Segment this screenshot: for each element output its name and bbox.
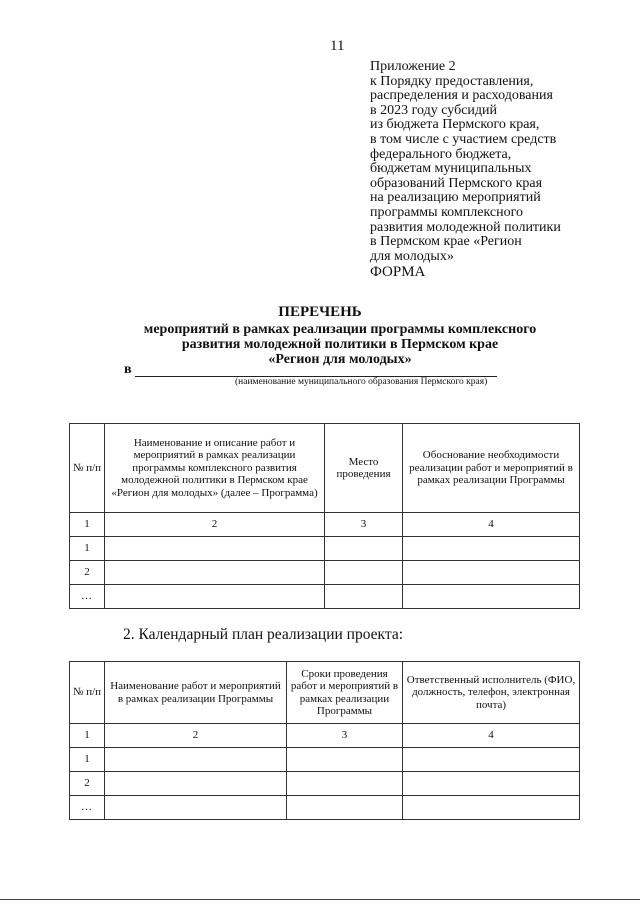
- appendix-line: на реализацию мероприятий: [370, 190, 541, 206]
- table-row: [70, 796, 580, 820]
- calendar-plan-table: [69, 661, 580, 820]
- table-cell: [105, 772, 287, 796]
- table-cell: [287, 748, 403, 772]
- appendix-line: из бюджета Пермского края,: [370, 117, 540, 133]
- section-title: 2. Календарный план реализации проекта:: [123, 626, 403, 643]
- table-cell: 2: [70, 772, 105, 796]
- column-number: 4: [403, 513, 580, 537]
- appendix-line: федерального бюджета,: [370, 146, 512, 162]
- table-cell: [105, 796, 287, 820]
- column-header: Место проведения: [325, 424, 403, 513]
- subtitle-line: развития молодежной политики в Пермском крае: [181, 337, 499, 352]
- table-cell: [325, 537, 403, 561]
- table-header-row: [70, 662, 580, 724]
- form-label: ФОРМА: [370, 264, 426, 280]
- table-row: [70, 772, 580, 796]
- column-number: 4: [403, 724, 580, 748]
- page-number: 11: [330, 38, 345, 54]
- column-number: 2: [105, 724, 287, 748]
- table-cell: [287, 796, 403, 820]
- municipality-caption: (наименование муниципального образования Пермского края): [235, 377, 488, 387]
- table-cell: …: [70, 585, 105, 609]
- table-row: [70, 748, 580, 772]
- table-row: [70, 561, 580, 585]
- table-cell: [325, 561, 403, 585]
- table-cell: [105, 561, 325, 585]
- table-cell: [403, 772, 580, 796]
- column-number: 1: [70, 724, 105, 748]
- column-header: Ответственный исполнитель (ФИО, должность, телефон, электронная почта): [403, 662, 580, 724]
- appendix-line: образований Пермского края: [370, 175, 543, 191]
- appendix-header: [370, 60, 635, 264]
- document-title: ПЕРЕЧЕНЬ: [278, 304, 362, 320]
- table-cell: [403, 585, 580, 609]
- column-number: 1: [70, 513, 105, 537]
- table-cell: 1: [70, 748, 105, 772]
- column-header: Наименование и описание работ и мероприятий в рамках реализации программы комплексного развития молодежной политики в Пермском крае «Регион для молодых» (далее – Программа): [105, 424, 325, 513]
- appendix-line: в том числе с участием средств: [370, 131, 557, 147]
- table-cell: …: [70, 796, 105, 820]
- table-cell: [105, 585, 325, 609]
- appendix-line: Приложение 2: [370, 59, 456, 74]
- table-cell: [403, 561, 580, 585]
- table-cell: [403, 537, 580, 561]
- column-number: 2: [105, 513, 325, 537]
- appendix-line: в 2023 году субсидий: [370, 102, 498, 118]
- appendix-line: развития молодежной политики: [370, 219, 561, 235]
- table-cell: [403, 796, 580, 820]
- municipality-prefix: в: [124, 362, 132, 377]
- table-cell: 2: [70, 561, 105, 585]
- table-cell: [105, 748, 287, 772]
- table-row: [70, 537, 580, 561]
- column-number: 3: [325, 513, 403, 537]
- appendix-line: к Порядку предоставления,: [370, 73, 534, 89]
- appendix-line: программы комплексного: [370, 204, 524, 220]
- column-header: Обоснование необходимости реализации работ и мероприятий в рамках реализации Программы: [403, 424, 580, 513]
- appendix-line: распределения и расходования: [370, 88, 553, 104]
- table-cell: [105, 537, 325, 561]
- table-cell: [287, 772, 403, 796]
- appendix-line: для молодых»: [370, 248, 454, 264]
- document-subtitle: [80, 322, 600, 367]
- table-header-row: [70, 424, 580, 513]
- column-number: 3: [287, 724, 403, 748]
- column-header: № п/п: [70, 662, 105, 724]
- column-number-row: [70, 513, 580, 537]
- column-header: № п/п: [70, 424, 105, 513]
- column-header: Наименование работ и мероприятий в рамках реализации Программы: [105, 662, 287, 724]
- table-cell: 1: [70, 537, 105, 561]
- activities-table: [69, 423, 580, 609]
- table-cell: [325, 585, 403, 609]
- column-header: Сроки проведения работ и мероприятий в рамках реализации Программы: [287, 662, 403, 724]
- table-row: [70, 585, 580, 609]
- column-number-row: [70, 724, 580, 748]
- scan-edge-rule: [0, 899, 640, 900]
- appendix-line: бюджетам муниципальных: [370, 161, 532, 177]
- appendix-line: в Пермском крае «Регион: [370, 234, 522, 250]
- subtitle-line: «Регион для молодых»: [268, 352, 412, 367]
- table-cell: [403, 748, 580, 772]
- subtitle-line: мероприятий в рамках реализации программы комплексного: [143, 322, 537, 337]
